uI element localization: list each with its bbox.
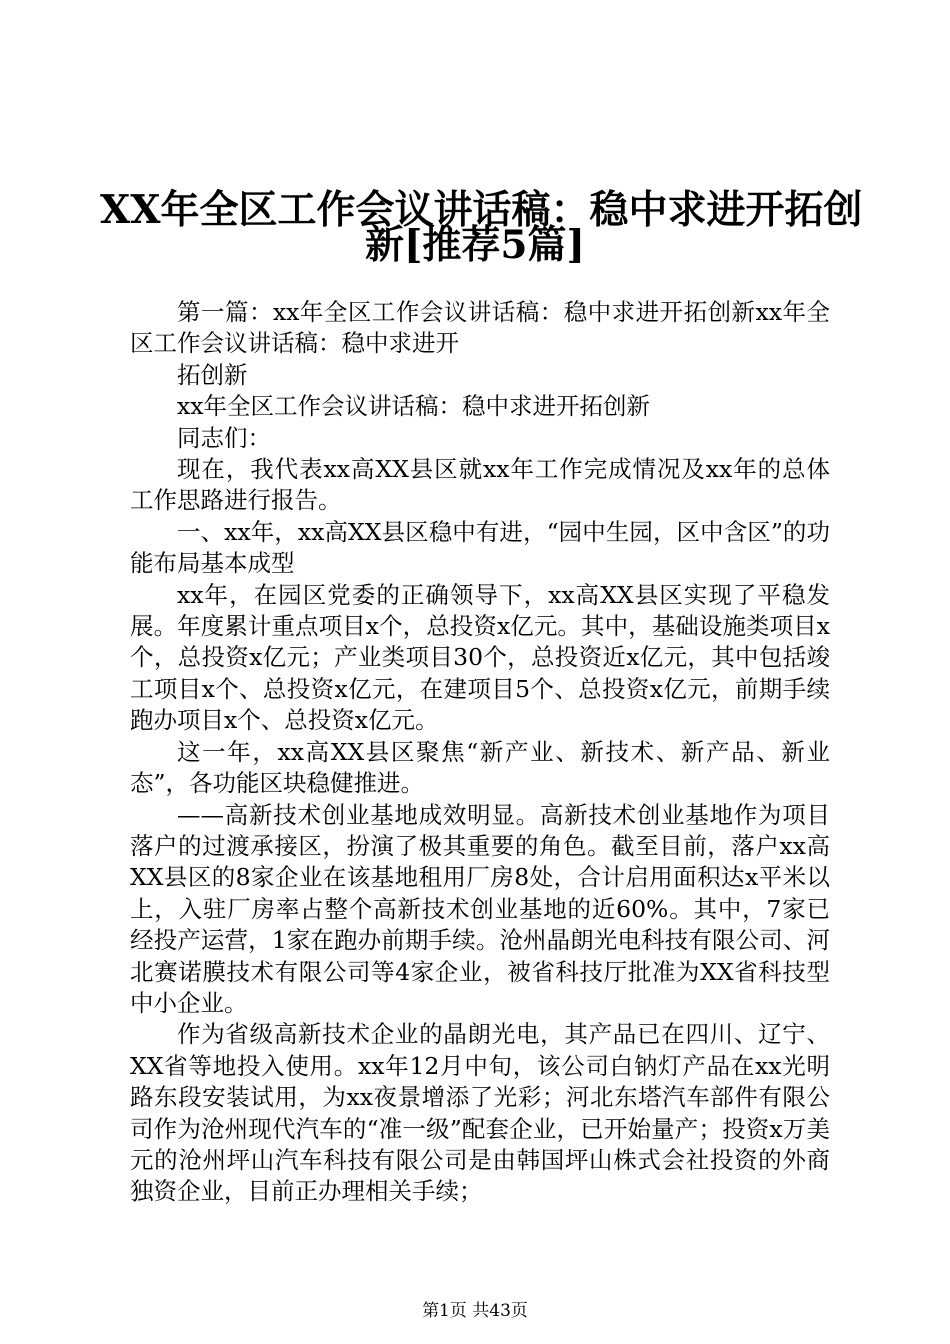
document-title-line-1: XX年全区工作会议讲话稿：稳中求进开拓创 <box>100 187 863 233</box>
paragraph-7: xx年，在园区党委的正确领导下，xx高XX县区实现了平稳发展。年度累计重点项目x个，总投资x亿元。其中，基础设施类项目x个，总投资x亿元；产业类项目30个，总投资近x亿元，其中包括竣工项目x个、总投资x亿元，在建项目5个、总投资x亿元，前期手续跑办项目x个、总投资x亿元。 <box>130 580 830 735</box>
paragraph-10: 作为省级高新技术企业的晶朗光电，其产品已在四川、辽宁、XX省等地投入使用。xx年12月中旬，该公司白钠灯产品在xx光明路东段安装试用，为xx夜景增添了光彩；河北东塔汽车部件有限公司作为沧州现代汽车的“准一级”配套企业，已开始量产；投资x万美元的沧州坪山汽车科技有限公司是由韩国坪山株式会社投资的外商独资企业，目前正办理相关手续； <box>130 1020 830 1206</box>
paragraph-3: xx年全区工作会议讲话稿：稳中求进开拓创新 <box>177 392 651 421</box>
page-footer: 第1页 共43页 <box>422 1301 528 1321</box>
paragraph-4: 同志们： <box>177 423 271 452</box>
paragraph-5: 现在，我代表xx高XX县区就xx年工作完成情况及xx年的总体工作思路进行报告。 <box>130 455 830 515</box>
paragraph-2: 拓创新 <box>177 360 248 389</box>
paragraph-1: 第一篇：xx年全区工作会议讲话稿：稳中求进开拓创新xx年全区工作会议讲话稿：稳中求进开 <box>130 298 830 358</box>
paragraph-8: 这一年，xx高XX县区聚焦“新产业、新技术、新产品、新业态”，各功能区块稳健推进。 <box>130 737 830 798</box>
document-body <box>130 297 830 1208</box>
paragraph-9: ——高新技术创业基地成效明显。高新技术创业基地作为项目落户的过渡承接区，扮演了极其重要的角色。截至目前，落户xx高XX县区的8家企业在该基地租用厂房8处，合计启用面积达x平米以上，入驻厂房率占整个高新技术创业基地的近60%。其中，7家已经投产运营，1家在跑办前期手续。沧州晶朗光电科技有限公司、河北赛诺膜技术有限公司等4家企业，被省科技厅批准为XX省科技型中小企业。 <box>130 800 830 1017</box>
document-title-line-2: 新[推荐5篇] <box>364 222 586 268</box>
paragraph-6: 一、xx年，xx高XX县区稳中有进，“园中生园，区中含区”的功能布局基本成型 <box>130 517 830 578</box>
